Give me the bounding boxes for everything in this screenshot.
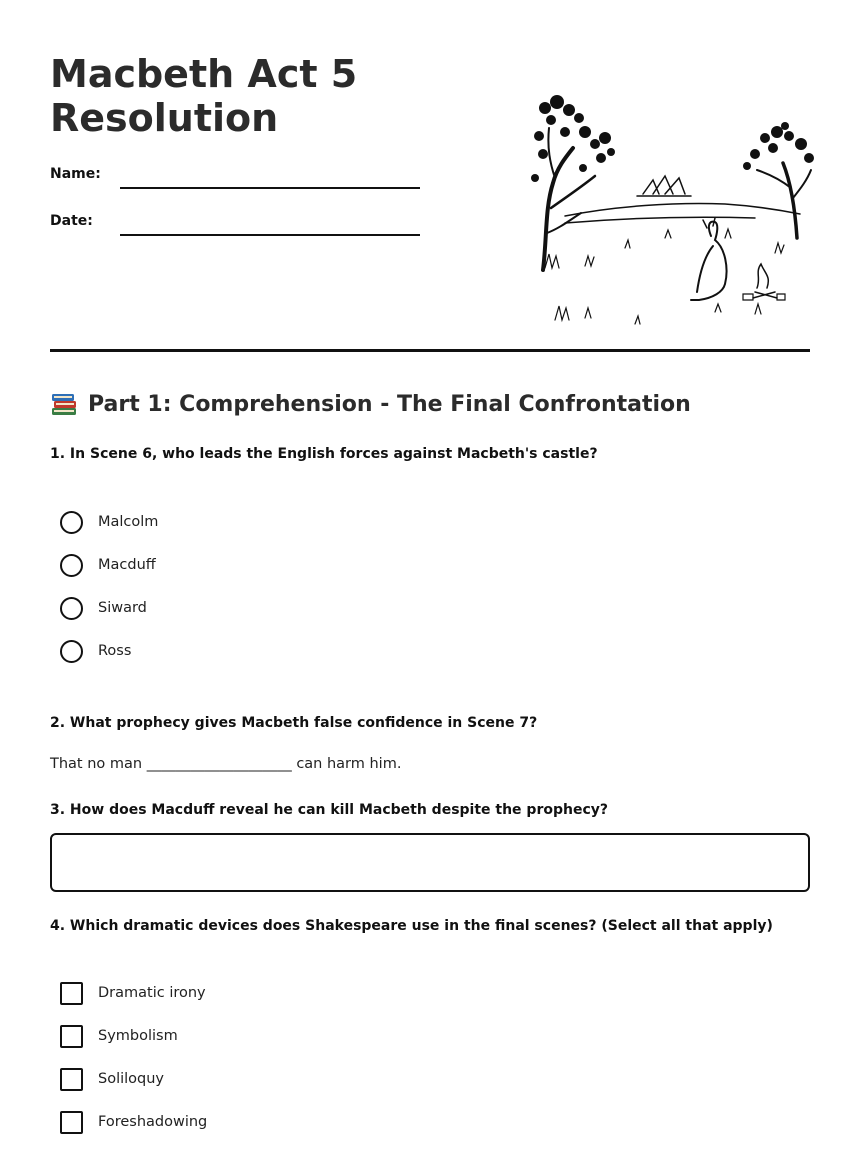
checkbox[interactable] (60, 1025, 83, 1048)
q3-answer-box[interactable] (50, 833, 810, 892)
page-title (50, 52, 470, 140)
q1-option-malcolm[interactable] (60, 510, 158, 534)
question-2: 2. What prophecy gives Macbeth false confidence in Scene 7? (50, 715, 538, 731)
date-label: Date: (50, 213, 93, 229)
checkbox[interactable] (60, 1111, 83, 1134)
option-label: Dramatic irony (98, 985, 206, 1001)
section-heading-text: Part 1: Comprehension - The Final Confrontation (88, 391, 691, 417)
option-label: Foreshadowing (98, 1114, 208, 1130)
q4-option-dramatic-irony[interactable] (60, 981, 206, 1005)
q1-option-siward[interactable] (60, 596, 147, 620)
question-1: 1. In Scene 6, who leads the English forces against Macbeth's castle? (50, 446, 598, 462)
title-line-2: Resolution (50, 96, 279, 140)
radio-button[interactable] (60, 597, 83, 620)
date-field[interactable] (120, 234, 420, 236)
checkbox[interactable] (60, 1068, 83, 1091)
radio-button[interactable] (60, 554, 83, 577)
option-label: Siward (98, 600, 147, 616)
question-3: 3. How does Macduff reveal he can kill Macbeth despite the prophecy? (50, 802, 609, 818)
question-4: 4. Which dramatic devices does Shakespeare use in the final scenes? (Select all that apply) (50, 918, 773, 934)
header-divider (50, 349, 810, 352)
option-label: Malcolm (98, 514, 159, 530)
books-icon (50, 390, 78, 418)
radio-button[interactable] (60, 511, 83, 534)
radio-button[interactable] (60, 640, 83, 663)
q2-fill-in-blank[interactable]: That no man ____________________ can harm him. (50, 756, 402, 772)
name-label: Name: (50, 166, 101, 182)
title-line-1: Macbeth Act 5 (50, 52, 358, 96)
option-label: Symbolism (98, 1028, 178, 1044)
option-label: Soliloquy (98, 1071, 165, 1087)
q1-option-macduff[interactable] (60, 553, 156, 577)
option-label: Macduff (98, 557, 156, 573)
q4-option-foreshadowing[interactable] (60, 1110, 207, 1134)
name-field[interactable] (120, 187, 420, 189)
checkbox[interactable] (60, 982, 83, 1005)
q4-option-soliloquy[interactable] (60, 1067, 164, 1091)
section-heading-part-1 (50, 388, 691, 420)
landscape-illustration (525, 88, 815, 328)
q4-option-symbolism[interactable] (60, 1024, 178, 1048)
q1-option-ross[interactable] (60, 639, 131, 663)
option-label: Ross (98, 643, 132, 659)
